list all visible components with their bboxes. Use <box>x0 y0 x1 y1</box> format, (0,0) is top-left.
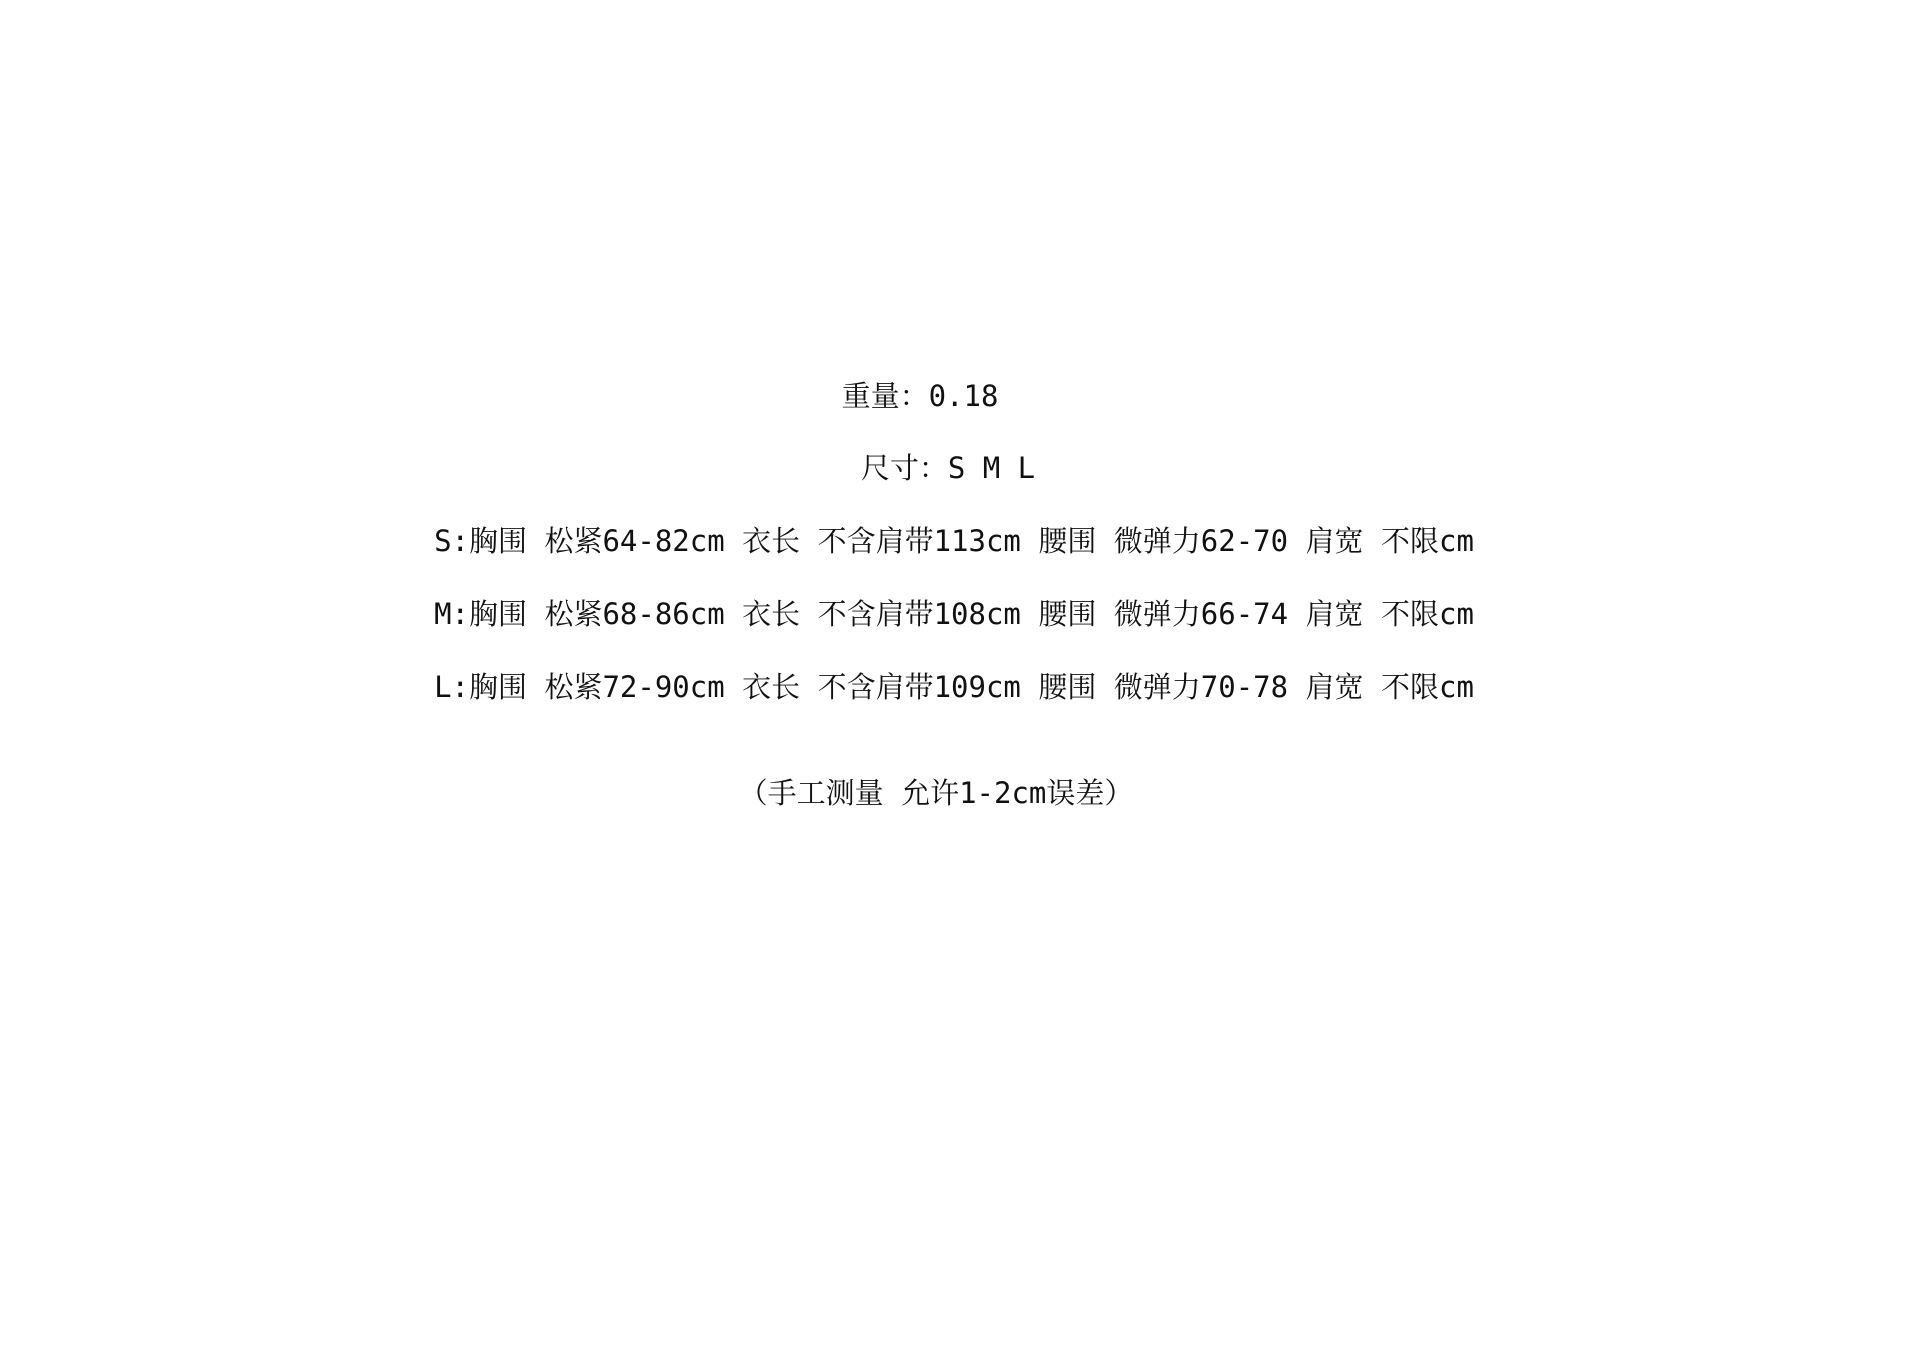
size-value: S M L <box>947 451 1036 485</box>
size-row-m: M:胸围 松紧68-86cm 衣长 不含肩带108cm 腰围 微弹力66-74 肩宽 不限cm <box>434 597 1474 631</box>
size-label: 尺寸： <box>860 451 948 485</box>
measurement-note: （手工测量 允许1-2cm误差） <box>738 776 1134 810</box>
weight-label: 重量： <box>841 379 929 413</box>
size-row-l: L:胸围 松紧72-90cm 衣长 不含肩带109cm 腰围 微弹力70-78 肩宽 不限cm <box>434 670 1474 704</box>
weight-line <box>0 376 1874 416</box>
size-row-s: S:胸围 松紧64-82cm 衣长 不含肩带113cm 腰围 微弹力62-70 肩宽 不限cm <box>434 524 1474 558</box>
size-line <box>0 448 1902 488</box>
weight-value: 0.18 <box>928 379 999 413</box>
